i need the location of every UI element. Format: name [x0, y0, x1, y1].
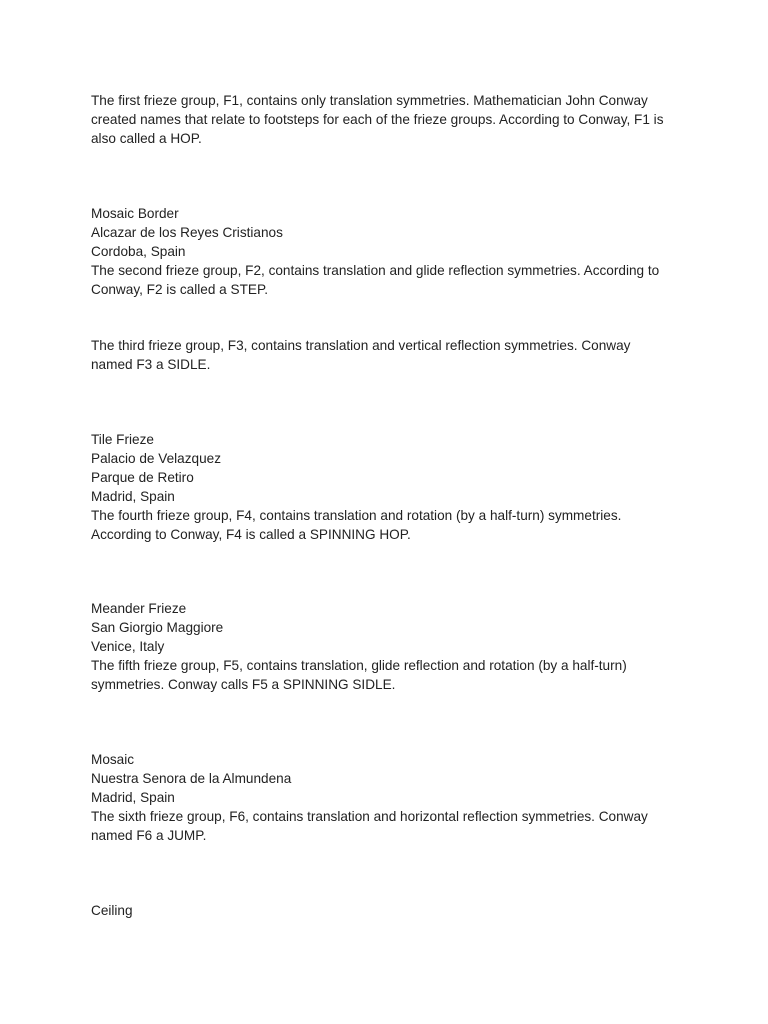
image-caption-location: Venice, Italy: [91, 639, 165, 654]
image-caption-place: Nuestra Senora de la Almundena: [91, 771, 292, 786]
text-line: named F6 a JUMP.: [91, 828, 207, 843]
text-line: The fifth frieze group, F5, contains translation, glide reflection and rotation (by a half-turn): [91, 658, 627, 673]
image-caption-title: Tile Frieze: [91, 432, 154, 447]
image-caption-place: Alcazar de los Reyes Cristianos: [91, 225, 283, 240]
paragraph-f2: [91, 204, 681, 299]
paragraph-f4: [91, 430, 681, 544]
text-line: The fourth frieze group, F4, contains translation and rotation (by a half-turn) symmetries.: [91, 508, 622, 523]
image-caption-location: Madrid, Spain: [91, 790, 175, 805]
paragraph-ceiling: [91, 901, 681, 920]
text-line: created names that relate to footsteps for each of the frieze groups. According to Conway, F1 is: [91, 112, 664, 127]
text-line: Conway, F2 is called a STEP.: [91, 282, 269, 297]
image-caption-title: Mosaic Border: [91, 206, 179, 221]
text-line: The first frieze group, F1, contains only translation symmetries. Mathematician John Conway: [91, 93, 648, 108]
paragraph-f1: [91, 91, 681, 148]
text-line: The third frieze group, F3, contains translation and vertical reflection symmetries. Conway: [91, 338, 631, 353]
text-line: named F3 a SIDLE.: [91, 357, 211, 372]
image-caption-title: Mosaic: [91, 752, 135, 767]
image-caption-title: Ceiling: [91, 903, 133, 918]
text-line: also called a HOP.: [91, 131, 202, 146]
image-caption-place: Palacio de Velazquez: [91, 451, 221, 466]
image-caption-place: Parque de Retiro: [91, 470, 194, 485]
text-line: According to Conway, F4 is called a SPINNING HOP.: [91, 527, 411, 542]
text-line: The sixth frieze group, F6, contains translation and horizontal reflection symmetries. Conway: [91, 809, 648, 824]
image-caption-title: Meander Frieze: [91, 601, 187, 616]
text-line: The second frieze group, F2, contains translation and glide reflection symmetries. According to: [91, 263, 660, 278]
image-caption-place: San Giorgio Maggiore: [91, 620, 224, 635]
image-caption-location: Cordoba, Spain: [91, 244, 186, 259]
paragraph-f6: [91, 750, 681, 845]
paragraph-f5: [91, 599, 681, 694]
image-caption-location: Madrid, Spain: [91, 489, 175, 504]
paragraph-f3: [91, 336, 681, 374]
text-line: symmetries. Conway calls F5 a SPINNING SIDLE.: [91, 677, 396, 692]
